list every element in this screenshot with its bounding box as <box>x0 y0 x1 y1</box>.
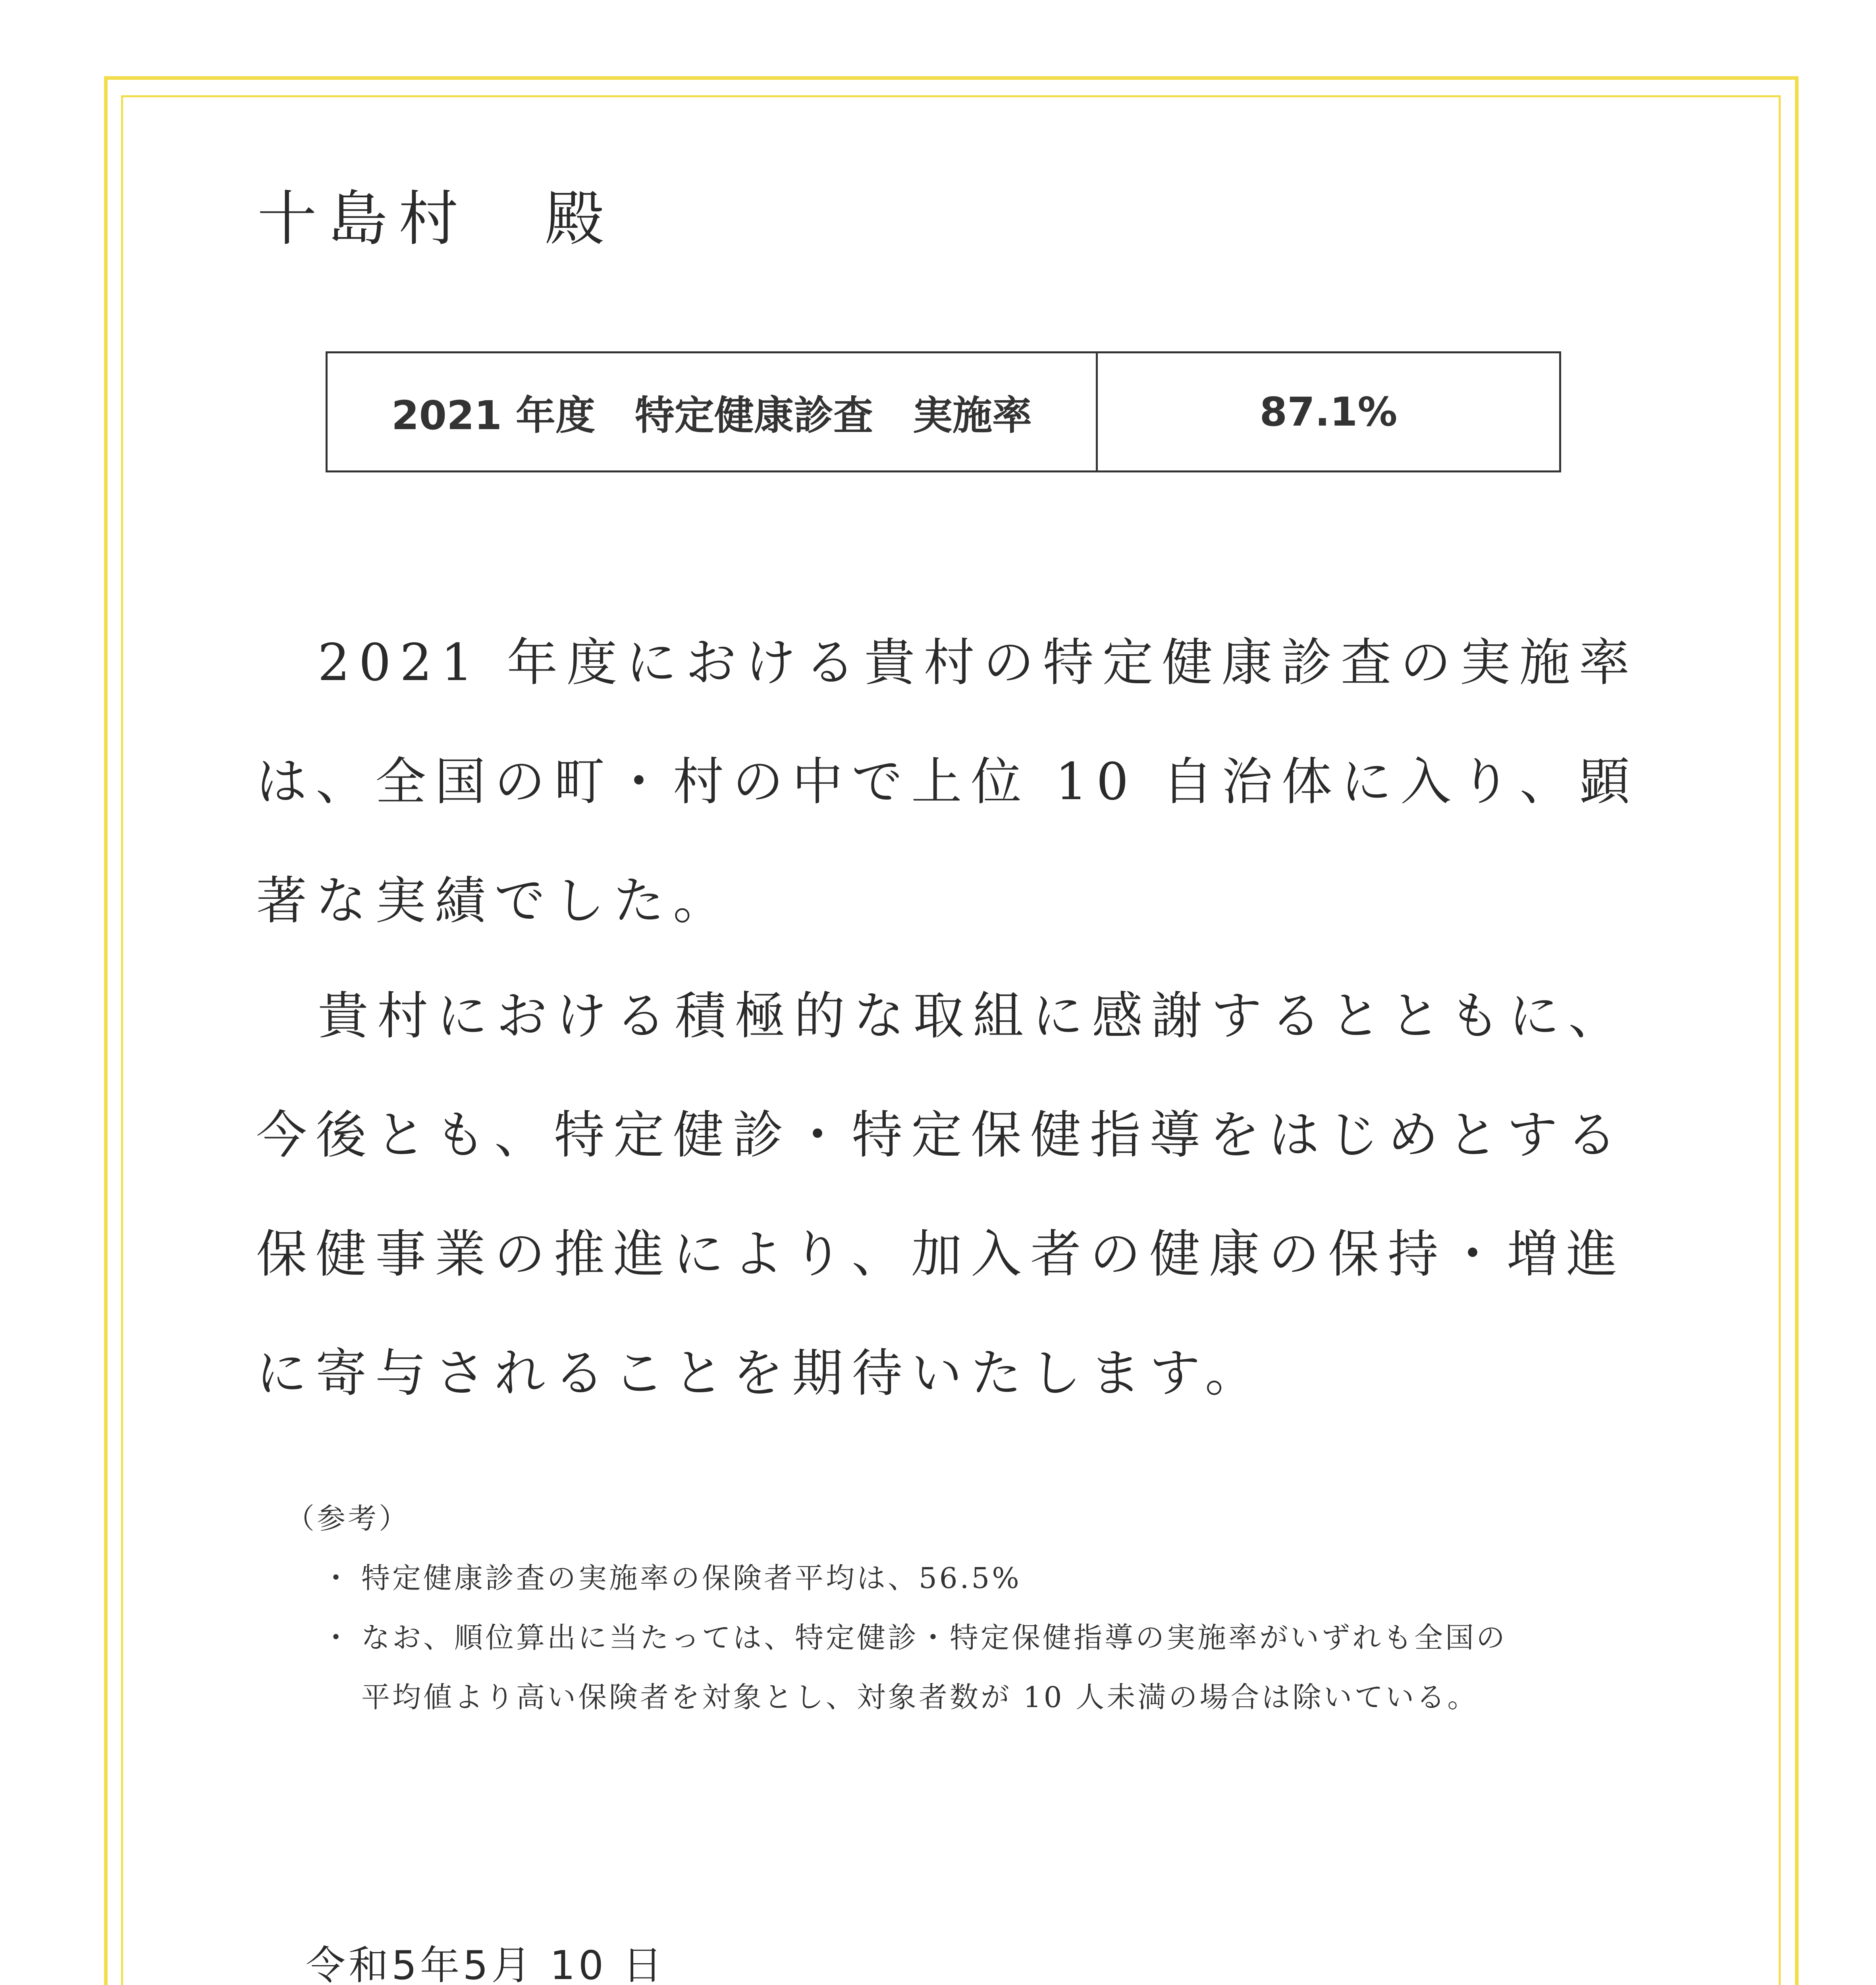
paragraph-1-text: 2021 年度における貴村の特定健康診査の実施率は、全国の町・村の中で上位 10 自治体に入り、顕著な実績でした。 <box>256 633 1639 931</box>
implementation-rate-table <box>326 351 1561 472</box>
rate-value-cell: 87.1% <box>1259 389 1398 435</box>
body-paragraph-1 <box>256 603 1666 961</box>
issue-date: 令和5年5月 10 日 <box>306 1942 666 1985</box>
note-line: なお、順位算出に当たっては、特定健診・特定保健指導の実施率がいずれも全国の <box>361 1621 1508 1654</box>
note-bullet: ・ <box>322 1561 353 1595</box>
rate-label-cell: 2021 年度 特定健康診査 実施率 <box>328 353 1098 470</box>
note-item <box>286 1548 1507 1608</box>
notes-heading: （参考） <box>286 1502 410 1535</box>
note-bullet: ・ <box>322 1621 353 1654</box>
note-line: 平均値より高い保険者を対象とし、対象者数が 10 人未満の場合は除いている。 <box>361 1681 1479 1714</box>
body-paragraph-2 <box>256 957 1666 1433</box>
note-line: 特定健康診査の実施率の保険者平均は、56.5% <box>361 1561 1022 1595</box>
recipient-line <box>257 171 615 256</box>
note-item <box>286 1608 1507 1727</box>
recipient-honorific: 殿 <box>545 185 616 254</box>
reference-notes <box>286 1489 1507 1727</box>
recipient-name: 十島村 <box>257 185 470 254</box>
paragraph-2-text: 貴村における積極的な取組に感謝するとともに、今後とも、特定健診・特定保健指導をはじめとする保健事業の推進により、加入者の健康の保持・増進に寄与されることを期待いたします。 <box>256 987 1628 1403</box>
